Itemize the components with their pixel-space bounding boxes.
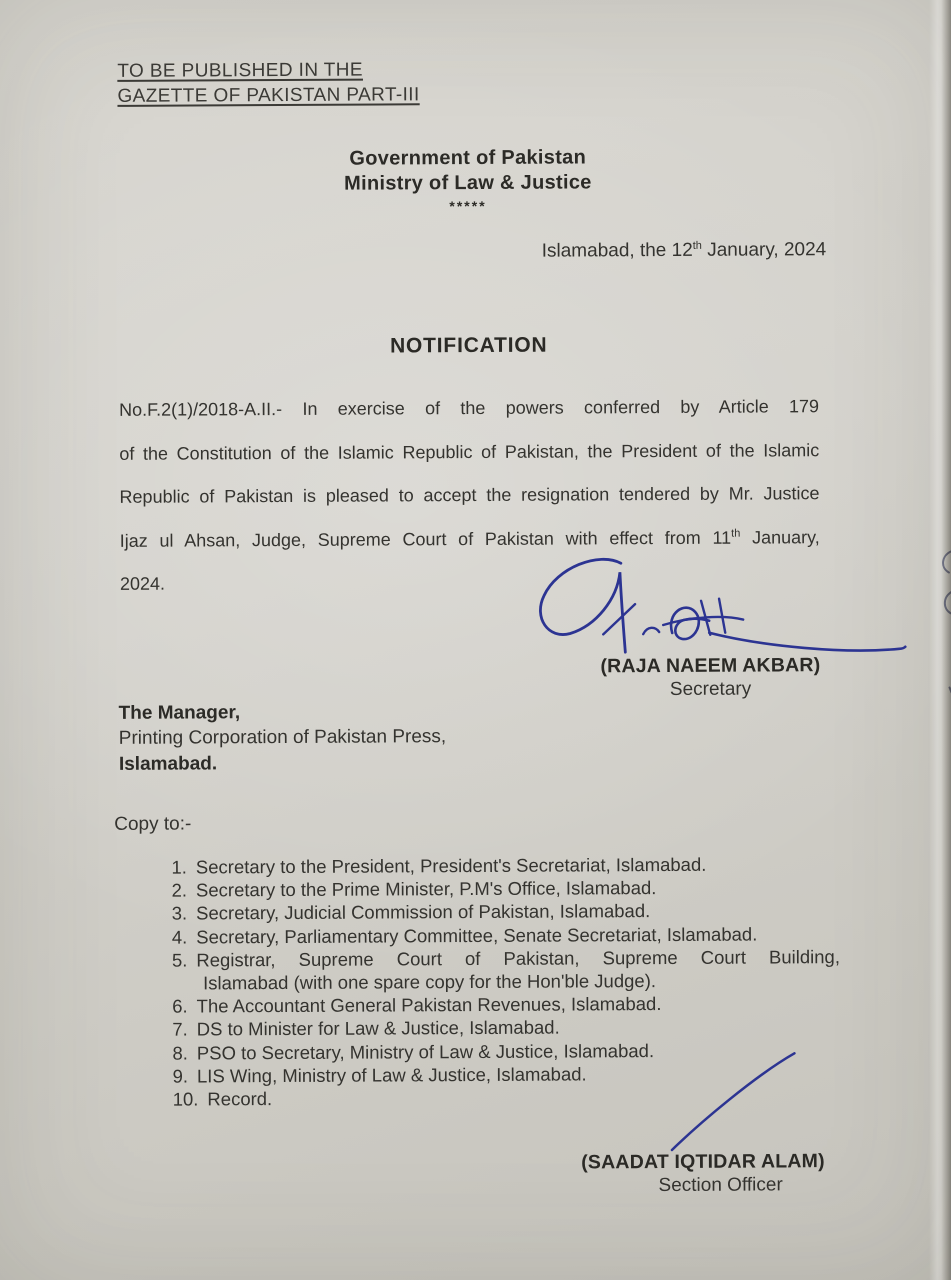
- letterhead-ministry: Ministry of Law & Justice: [344, 171, 592, 195]
- copy-list-number: 9.: [172, 1065, 189, 1087]
- copy-list-number: 8.: [172, 1042, 188, 1064]
- copy-list-number: 6.: [172, 995, 188, 1017]
- copy-list-text: PSO to Secretary, Ministry of Law & Justice, Islamabad.: [196, 1039, 655, 1064]
- copy-list-item: [172, 899, 840, 926]
- copy-to-label: Copy to:-: [114, 813, 192, 835]
- copy-list-item: [172, 991, 840, 1018]
- page-right-edge-shadow: [929, 0, 951, 1280]
- copy-list-text: Secretary, Judicial Commission of Pakistan, Islamabad.: [196, 900, 651, 924]
- body-text: 2024.: [119, 573, 166, 594]
- copy-list-line: [171, 875, 840, 902]
- copy-list-text: Secretary, Parliamentary Committee, Senate Secretariat, Islamabad.: [196, 923, 758, 948]
- body-text: of the Constitution of the Islamic Republic of Pakistan, the President of the Islamic: [119, 439, 820, 464]
- signatory-secretary: [585, 654, 835, 702]
- copy-list-item: [171, 852, 839, 879]
- copy-list-item: [172, 875, 840, 902]
- copy-list-line: [171, 922, 840, 949]
- copy-list-text: Record.: [207, 1088, 273, 1110]
- signatory-section-officer: [563, 1150, 843, 1198]
- copy-list-number: 1.: [171, 856, 187, 878]
- signature-stroke: [540, 559, 625, 652]
- gazette-header: [117, 58, 419, 109]
- copy-list-text: Secretary to the Prime Minister, P.M's Office, Islamabad.: [195, 877, 657, 901]
- copy-list-line: [172, 991, 840, 1018]
- gazette-header-line1: TO BE PUBLISHED IN THE: [117, 59, 364, 82]
- body-text-tail: January,: [740, 526, 820, 548]
- copy-list-text: The Accountant General Pakistan Revenues, Islamabad.: [196, 993, 662, 1017]
- copy-list-item: [172, 945, 840, 995]
- signatory-name: (RAJA NAEEM AKBAR): [600, 654, 821, 678]
- signatory-designation: Secretary: [669, 678, 752, 700]
- copy-list-line: [171, 852, 839, 879]
- superscript: th: [692, 239, 702, 252]
- copy-list-line: [171, 945, 840, 972]
- copy-list-number: 4.: [171, 926, 188, 948]
- letterhead-government: Government of Pakistan: [349, 146, 587, 170]
- dateline: [542, 239, 827, 262]
- copy-list-text: LIS Wing, Ministry of Law & Justice, Islamabad.: [196, 1063, 587, 1087]
- notification-body-line: [119, 429, 819, 476]
- copy-list-line: [172, 1015, 840, 1042]
- notification-body-line: [119, 472, 819, 519]
- body-text: No.F.2(1)/2018-A.II.- In exercise of the powers conferred by Article 179: [119, 396, 820, 420]
- copy-list-text: Registrar, Supreme Court of Pakistan, Supreme Court Building,: [196, 945, 840, 971]
- notification-title: NOTIFICATION: [389, 333, 548, 358]
- letterhead: [0, 144, 938, 217]
- letterhead-stars: *****: [449, 197, 487, 215]
- addressee-line1: The Manager,: [118, 702, 241, 724]
- copy-list-item: [172, 1015, 840, 1042]
- signature-stroke: [671, 1053, 795, 1150]
- dateline-text: Islamabad, the 12: [541, 239, 693, 262]
- addressee-block: [119, 699, 447, 777]
- notification-body-line: [119, 385, 819, 432]
- dateline-text-tail: January, 2024: [701, 239, 827, 261]
- copy-list-text: DS to Minister for Law & Justice, Islamabad.: [196, 1016, 560, 1040]
- copy-list-number: 5.: [171, 949, 188, 971]
- copy-list-number: 3.: [171, 902, 188, 925]
- addressee-line3: Islamabad.: [118, 752, 218, 775]
- copy-list-line: [171, 899, 840, 926]
- signatory-designation: Section Officer: [658, 1174, 783, 1197]
- copy-list-number: 10.: [172, 1088, 199, 1110]
- copy-list-text-continued: Islamabad (with one spare copy for the Hon'ble Judge).: [203, 970, 657, 994]
- body-text: Ijaz ul Ahsan, Judge, Supreme Court of Pakistan with effect from 11: [119, 527, 732, 551]
- signature-stroke: [643, 628, 659, 634]
- copy-list-item: [172, 922, 840, 949]
- addressee-line2: Printing Corporation of Pakistan Press,: [118, 726, 447, 750]
- signature-stroke: [603, 604, 635, 634]
- copy-list-text: Secretary to the President, President's Secretariat, Islamabad.: [195, 853, 707, 878]
- gazette-header-line2: GAZETTE OF PAKISTAN PART-III: [117, 83, 420, 107]
- superscript: th: [731, 527, 741, 540]
- signature-stroke: [709, 632, 905, 652]
- signatory-name: (SAADAT IQTIDAR ALAM): [581, 1150, 825, 1174]
- body-text: Republic of Pakistan is pleased to accept the resignation tendered by Mr. Justice: [119, 483, 820, 507]
- secretary-signature-ink: [533, 554, 914, 664]
- copy-list-number: 7.: [172, 1018, 188, 1041]
- section-officer-signature-ink: [657, 1048, 808, 1157]
- copy-list-number: 2.: [171, 879, 188, 901]
- signature-stroke: [663, 617, 743, 625]
